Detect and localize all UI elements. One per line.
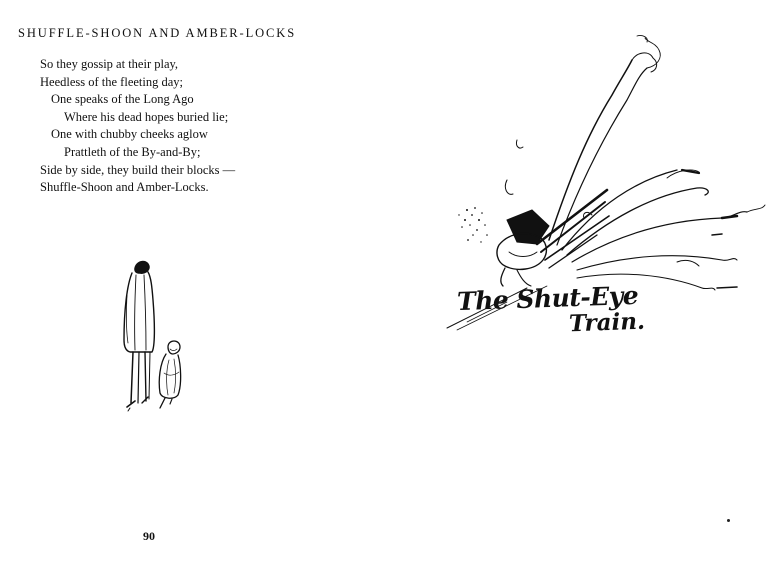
poem-line: Where his dead hopes buried lie; bbox=[64, 109, 229, 124]
poem-line: Prattleth of the By-and-By; bbox=[64, 144, 201, 159]
right-page bbox=[387, 0, 774, 565]
page-number: 90 bbox=[143, 529, 155, 543]
poem-line: Side by side, they build their blocks — bbox=[40, 162, 236, 177]
running-head: SHUFFLE-SHOON AND AMBER-LOCKS bbox=[18, 26, 297, 40]
poem-line: So they gossip at their play, bbox=[40, 57, 179, 71]
poem-line: Shuffle-Shoon and Amber-Locks. bbox=[40, 180, 209, 195]
poem-stanza bbox=[40, 56, 235, 197]
poem-line: One with chubby cheeks aglow bbox=[51, 127, 208, 142]
poem-line: Heedless of the fleeting day; bbox=[40, 74, 184, 89]
illustration-title-line2: Train. bbox=[568, 307, 646, 338]
old-man-and-child-illustration bbox=[108, 255, 203, 420]
poem-line: One speaks of the Long Ago bbox=[51, 92, 194, 107]
page-speck bbox=[727, 519, 730, 522]
illustration-title-line1: The Shut-Eye bbox=[456, 280, 639, 317]
